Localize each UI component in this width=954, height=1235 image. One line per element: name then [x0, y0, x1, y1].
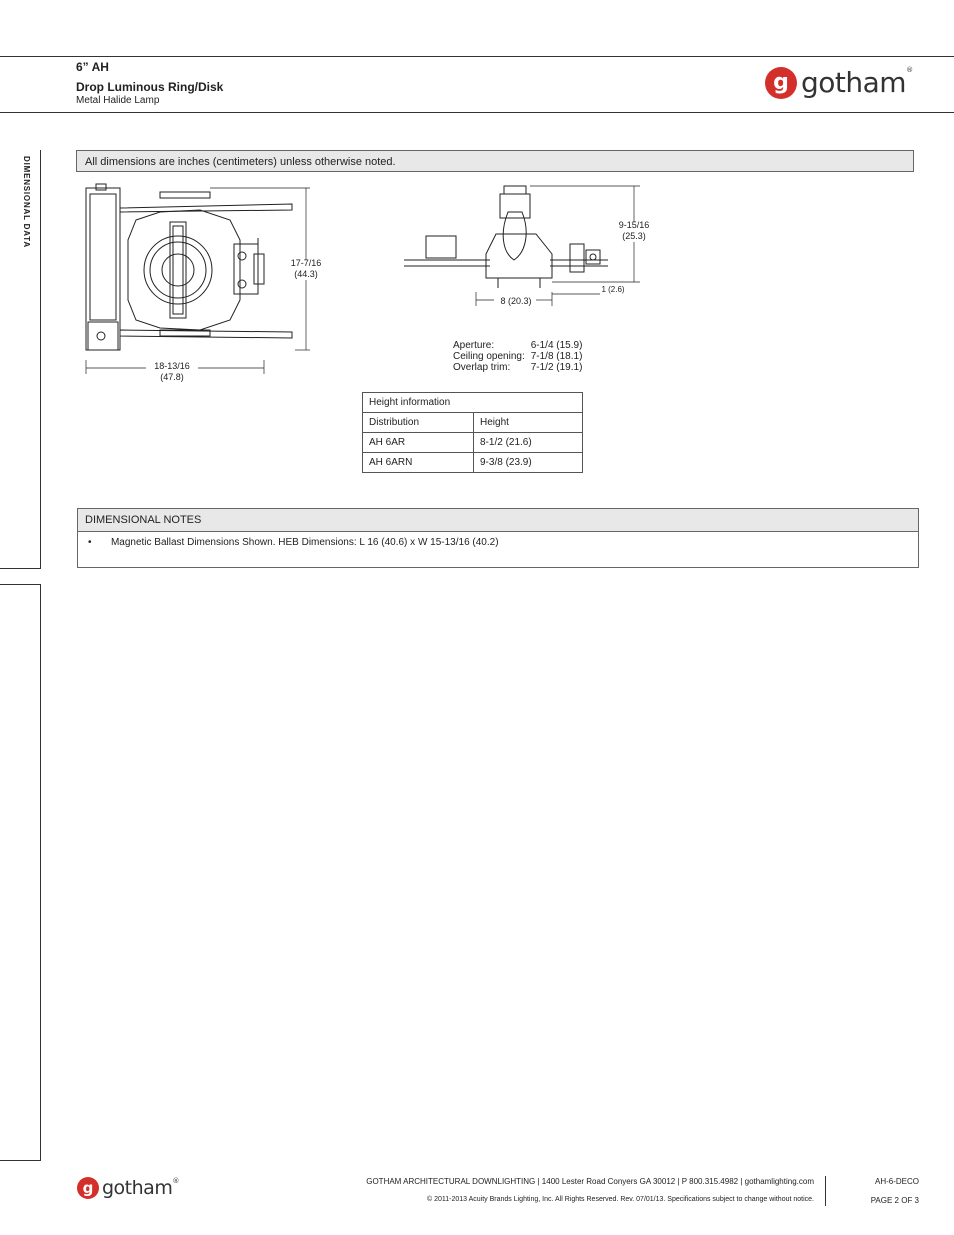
- footer-logo-mark: g: [77, 1177, 99, 1199]
- document-code: AH-6-DECO: [874, 1177, 919, 1186]
- height-table-title: Height information: [363, 393, 583, 413]
- top-view-height-in: 17-7/16: [290, 258, 322, 268]
- top-view-height-dim: [282, 258, 330, 280]
- footer-copyright: © 2011-2013 Acuity Brands Lighting, Inc. All Rights Reserved. Rev. 07/01/13. Specifications subject to change without notice.: [426, 1196, 814, 1203]
- opening-value: 7-1/8 (18.1): [530, 351, 583, 362]
- units-note: All dimensions are inches (centimeters) unless otherwise noted.: [76, 150, 914, 172]
- top-view-width-in: 18-13/16: [154, 361, 190, 371]
- gotham-logo-mark: g: [765, 67, 797, 99]
- height-table-cell: AH 6AR: [363, 433, 474, 453]
- footer-gotham-logo: [77, 1177, 179, 1199]
- note-text: Magnetic Ballast Dimensions Shown. HEB Dimensions: L 16 (40.6) x W 15-13/16 (40.2): [110, 537, 499, 548]
- side-view-height-cm: (25.3): [622, 231, 646, 241]
- footer-company: GOTHAM ARCHITECTURAL DOWNLIGHTING | 1400 Lester Road Conyers GA 30012 | P 800.315.4982 | gothamlighting.com: [366, 1177, 814, 1186]
- side-view-width-dim: 8 (20.3): [500, 296, 532, 306]
- opening-row: [453, 340, 588, 351]
- gotham-logo-word: [801, 66, 913, 99]
- height-table-header: Height: [474, 413, 583, 433]
- sidebar-label: DIMENSIONAL DATA: [22, 156, 31, 248]
- gotham-logo: [765, 66, 913, 99]
- list-item: • Magnetic Ballast Dimensions Shown. HEB Dimensions: L 16 (40.6) x W 15-13/16 (40.2): [88, 537, 499, 548]
- page-number: PAGE 2 OF 3: [870, 1196, 919, 1205]
- table-row: [363, 433, 583, 453]
- brand-name: gotham: [801, 66, 907, 99]
- top-view-width-dim: [146, 361, 198, 383]
- header-top-rule: [0, 56, 954, 57]
- side-view-lip-dim: 1 (2.6): [601, 285, 625, 294]
- height-table-cell: 9-3/8 (23.9): [474, 453, 583, 473]
- opening-label: Overlap trim:: [453, 362, 511, 373]
- footer-divider: [825, 1176, 826, 1206]
- opening-value: 7-1/2 (19.1): [530, 362, 583, 373]
- top-view-width-cm: (47.8): [160, 372, 184, 382]
- top-view-height-cm: (44.3): [294, 269, 318, 279]
- opening-value: 6-1/4 (15.9): [530, 340, 583, 351]
- top-view-drawing: [70, 180, 350, 390]
- footer-brand-name: gotham: [102, 1177, 173, 1199]
- sidebar-section-1: [0, 150, 41, 569]
- footer-reg-mark: ®: [172, 1177, 179, 1185]
- reg-mark: ®: [906, 66, 913, 74]
- dimensional-notes-title: DIMENSIONAL NOTES: [78, 509, 918, 532]
- lamp-type: Metal Halide Lamp: [76, 95, 160, 106]
- opening-label: Ceiling opening:: [453, 351, 525, 362]
- footer-logo-word: [102, 1177, 179, 1199]
- table-row: [363, 453, 583, 473]
- opening-row: [453, 362, 588, 373]
- sidebar-section-2: [0, 584, 41, 1161]
- height-information-table: [362, 392, 583, 473]
- side-view-height-in: 9-15/16: [618, 220, 650, 230]
- dimensional-notes: [77, 508, 919, 568]
- height-table-cell: 8-1/2 (21.6): [474, 433, 583, 453]
- product-title: 6” AH: [76, 60, 109, 74]
- header-bottom-rule: [0, 112, 954, 113]
- side-view-height-dim: [610, 220, 658, 242]
- product-subtitle: Drop Luminous Ring/Disk: [76, 80, 224, 94]
- height-table-cell: AH 6ARN: [363, 453, 474, 473]
- height-table-header: Distribution: [363, 413, 474, 433]
- opening-row: [453, 351, 588, 362]
- opening-label: Aperture:: [453, 340, 495, 351]
- openings-list: [453, 340, 588, 373]
